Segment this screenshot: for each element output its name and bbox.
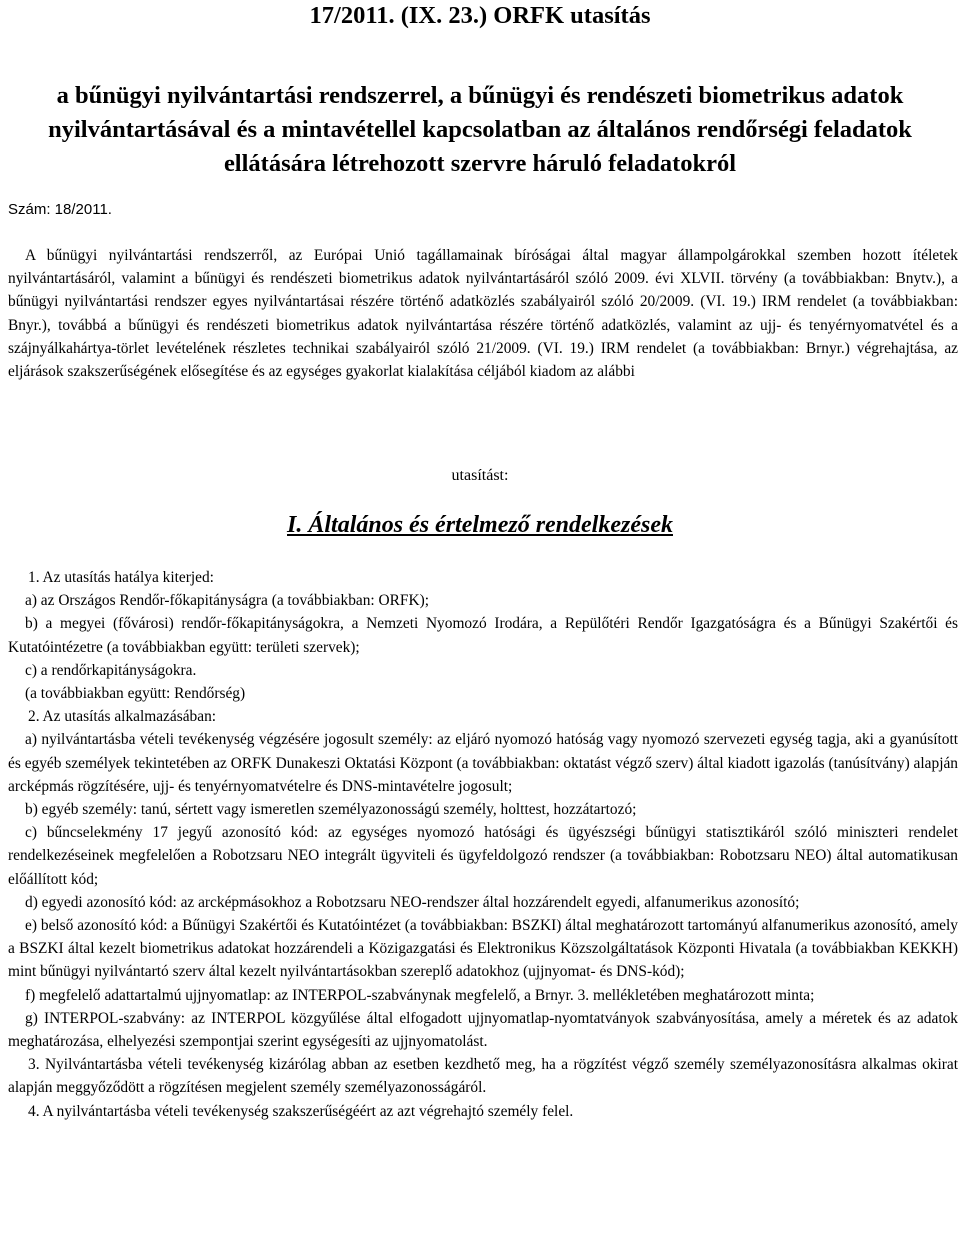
provision-item: 4. A nyilvántartásba vételi tevékenység szakszerűségéért az azt végrehajtó személy felel. (28, 1102, 574, 1120)
provision-item: c) bűncselekmény 17 jegyű azonosító kód: az egységes nyomozó hatósági és ügyészségi bűnügyi statisztikáról szóló miniszteri rendelet rendelkezéseinek megfelelően a Robotzsaru NEO integrált ügyviteli és ügyfeldolgozó rendszer (a továbbiakban: Robotzsaru NEO) által automatikusan előállított kód; (8, 824, 958, 888)
provision-item: (a továbbiakban együtt: Rendőrség) (25, 685, 246, 703)
provision-item: 1. Az utasítás hatálya kiterjed: (28, 569, 214, 586)
provision-item: g) INTERPOL-szabvány: az INTERPOL közgyűlése által elfogadott ujjnyomatlap-nyomtatványok szabványosítása, amely a méretek és az adatok meghatározása, elhelyezési szempontjai szerint egységesíti az ujjnyomatolást. (8, 1009, 958, 1051)
document-title: 17/2011. (IX. 23.) ORFK utasítás (309, 2, 651, 29)
provision-item: a) az Országos Rendőr-főkapitányságra (a továbbiakban: ORFK); (25, 592, 429, 610)
provisions-list (8, 566, 958, 1123)
provision-item: b) egyéb személy: tanú, sértett vagy ismeretlen személyazonosságú személy, holttest, hozzátartozó; (25, 801, 637, 819)
provision-item: c) a rendőrkapitányságokra. (25, 661, 197, 679)
provision-item: b) a megyei (fővárosi) rendőr-főkapitányságokra, a Nemzeti Nyomozó Irodára, a Repülőtéri Rendőr Igazgatóságra és a Bűnügyi Szakértői és Kutatóintézetre (a továbbiakban együtt: területi szervek); (8, 615, 958, 656)
preamble-paragraph: A bűnügyi nyilvántartási rendszerről, az Európai Unió tagállamainak bíróságai által magyar állampolgárokkal szemben hozott ítéletek nyilvántartásáról, valamint a bűnügyi és rendészeti biometrikus adatok nyilvántartásáról szóló 2009. évi XLVII. törvény (a továbbiakban: Bnytv.), a bűnügyi nyilvántartási rendszer egyes nyilvántartásai részére történő adatközlés szabályairól szóló 20/2009. (VI. 19.) IRM rendelet (a továbbiakban: Bnyr.), továbbá a bűnügyi és rendészeti biometrikus adatok nyilvántartása részére történő adatközlés, valamint az ujj- és tenyérnyomatvétel és a szájnyálkahártya-törlet levételének részletes technikai szabályairól szóló 21/2009. (VI. 19.) IRM rendelet (a továbbiakban: Brnyr.) végrehajtása, az eljárások szakszerűségének elősegítése és az egységes gyakorlat kialakítása céljából kiadom az alábbi (8, 247, 958, 381)
provision-item: 2. Az utasítás alkalmazásában: (28, 708, 217, 726)
provision-item: e) belső azonosító kód: a Bűnügyi Szakértői és Kutatóintézet (a továbbiakban: BSZKI) által meghatározott tartományú alfanumerikus azonosító, amely a BSZKI által kezelt biometrikus adatokat hozzárendeli a Közigazgatási és Elektronikus Közszolgáltatások Központi Hivatala (a továbbiakban KEKKH) mint bűnügyi nyilvántartó szerv által kezelt nyilvántartásokban szereplő adatokhoz (ujjnyomat- és DNS-kód); (8, 917, 958, 981)
provision-item: f) megfelelő adattartalmú ujjnyomatlap: az INTERPOL-szabványnak megfelelő, a Brnyr. 3. mellékletében meghatározott minta; (25, 986, 815, 1004)
directive-word: utasítást: (451, 467, 509, 484)
document-number: Szám: 18/2011. (8, 201, 112, 218)
section-title: I. Általános és értelmező rendelkezések (287, 512, 673, 538)
provision-item: d) egyedi azonosító kód: az arcképmásokhoz a Robotzsaru NEO-rendszer által hozzárendelt egyedi, alfanumerikus azonosító; (25, 893, 800, 911)
provision-item: 3. Nyilvántartásba vételi tevékenység kizárólag abban az esetben kezdhető meg, ha a rögzítést végző személy személyazonosításra alkalmas okirat alapján meggyőződött a rögzítésen megjelent személy személyazonosságáról. (8, 1056, 958, 1097)
provision-item: a) nyilvántartásba vételi tevékenység végzésére jogosult személy: az eljáró nyomozó hatóság vagy nyomozó szervezeti egység tagja, aki a gyanúsított és egyéb személyek tekintetében az ORFK Dunakeszi Oktatási Központ (a továbbiakban: oktatást végző szerv) által kiadott igazolás (tanúsítvány) alapján arcképmás rögzítésére, ujj- és tenyérnyomatvételre és DNS-mintavételre jogosult; (8, 731, 958, 795)
document-subtitle: a bűnügyi nyilvántartási rendszerrel, a bűnügyi és rendészeti biometrikus adatok nyilvántartásával és a mintavétellel kapcsolatban az általános rendőrségi feladatok ellátására létrehozott szervre háruló feladatokról (48, 82, 912, 177)
